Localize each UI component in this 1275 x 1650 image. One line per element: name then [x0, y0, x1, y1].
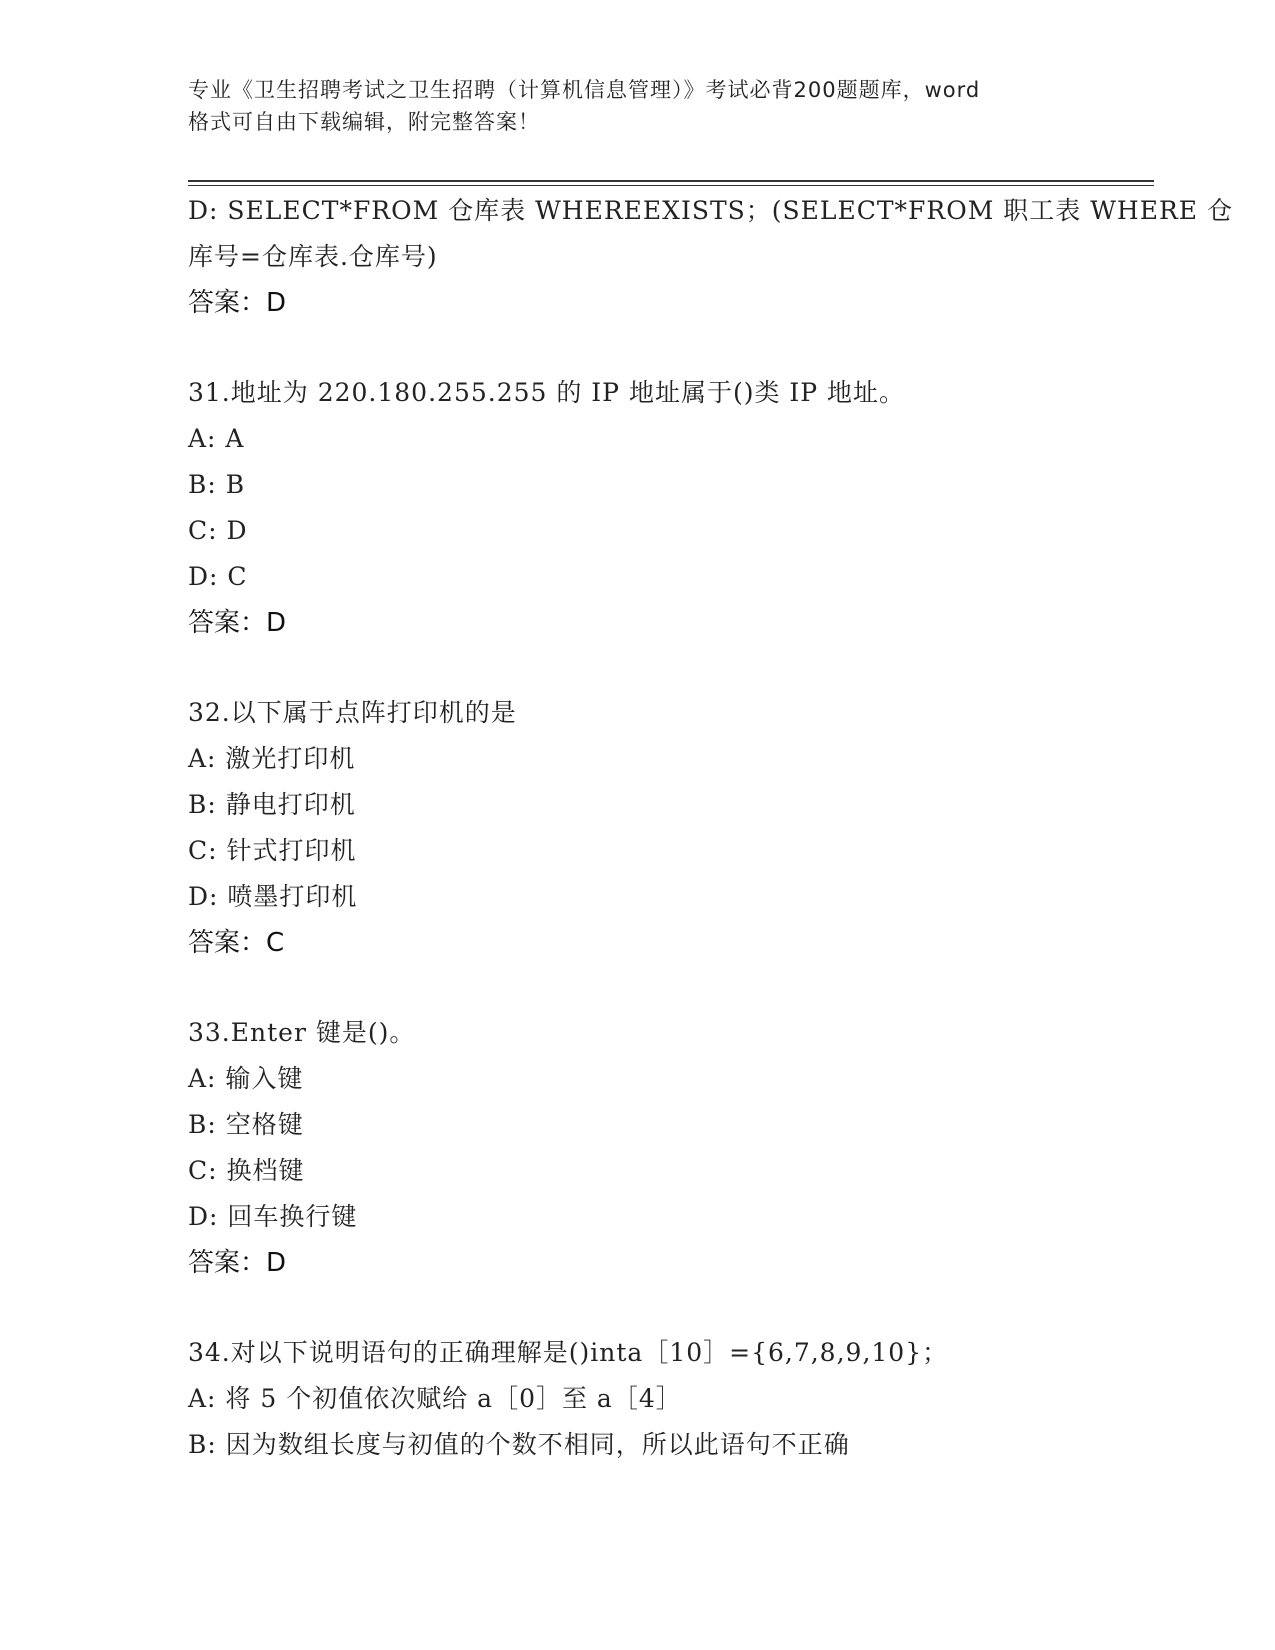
option-d-continued: 库号=仓库表.仓库号)	[188, 242, 438, 271]
answer-line: 答案：D	[188, 1248, 287, 1278]
question-content	[188, 188, 1233, 1468]
header-line-2: 格式可自由下载编辑，附完整答案！	[188, 110, 540, 134]
option-a: A: 激光打印机	[188, 744, 356, 773]
question-32	[188, 690, 1088, 966]
option-a: A: 将 5 个初值依次赋给 a［0］至 a［4］	[188, 1384, 682, 1413]
question-stem: 32.以下属于点阵打印机的是	[188, 698, 517, 727]
spacer	[188, 326, 1088, 370]
option-a: A: A	[188, 424, 245, 453]
spacer	[188, 646, 1088, 690]
option-d: D: 回车换行键	[188, 1202, 358, 1231]
option-d: D: 喷墨打印机	[188, 882, 358, 911]
spacer	[188, 1286, 1088, 1330]
option-c: C: 针式打印机	[188, 836, 357, 865]
option-b: B: 因为数组长度与初值的个数不相同，所以此语句不正确	[188, 1430, 850, 1459]
question-33	[188, 1010, 1088, 1286]
answer-line: 答案：D	[188, 608, 287, 638]
header-divider	[188, 180, 1154, 186]
document-header	[188, 74, 1088, 138]
option-a: A: 输入键	[188, 1064, 304, 1093]
question-stem: 34.对以下说明语句的正确理解是()inta［10］={6,7,8,9,10}；	[188, 1338, 949, 1367]
header-line-1: 专业《卫生招聘考试之卫生招聘（计算机信息管理）》考试必背200题题库，word	[188, 78, 981, 102]
question-34	[188, 1330, 1088, 1468]
question-31	[188, 370, 1088, 646]
option-c: C: 换档键	[188, 1156, 305, 1185]
option-b: B: B	[188, 470, 246, 499]
question-stem: 33.Enter 键是()。	[188, 1018, 416, 1047]
question-stem: 31.地址为 220.180.255.255 的 IP 地址属于()类 IP 地址。	[188, 378, 906, 407]
option-c: C: D	[188, 516, 248, 545]
option-d: D: C	[188, 562, 248, 591]
previous-question-tail	[188, 188, 1233, 326]
option-d: D: SELECT*FROM 仓库表 WHEREEXISTS；(SELECT*FROM 职工表 WHERE 仓	[188, 196, 1233, 225]
option-b: B: 静电打印机	[188, 790, 356, 819]
spacer	[188, 966, 1088, 1010]
answer-line: 答案：D	[188, 288, 287, 318]
option-b: B: 空格键	[188, 1110, 304, 1139]
answer-line: 答案：C	[188, 928, 285, 958]
